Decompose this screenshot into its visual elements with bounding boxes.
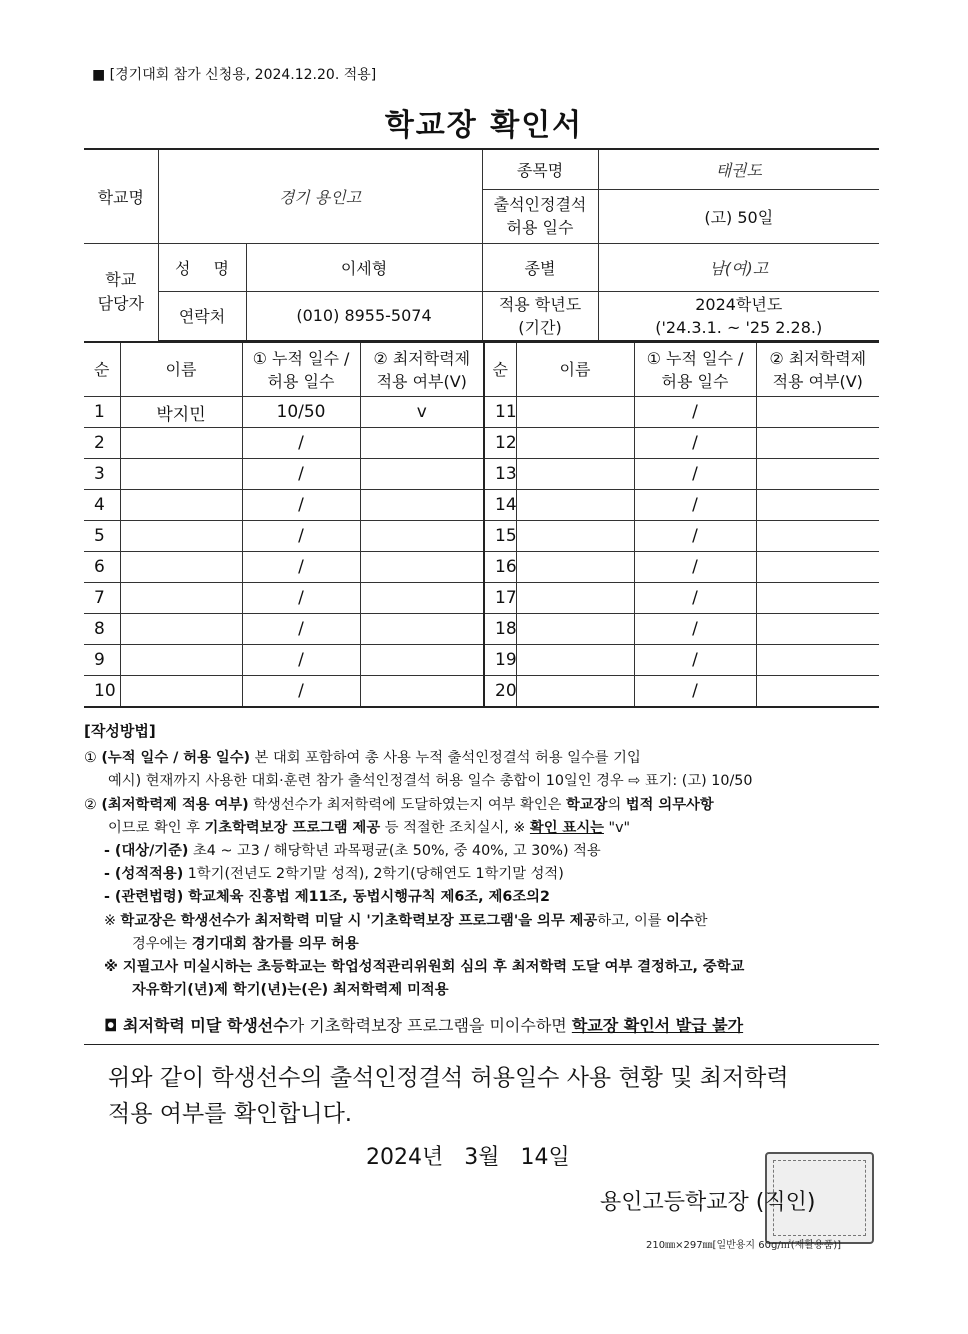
header-days-line2: 허용 일수 (267, 371, 335, 391)
roster-row (84, 459, 879, 490)
year-label-line1: 적용 학년도 (498, 294, 582, 314)
note-1-line2-b: 경기대회 참가를 의무 허용 (191, 935, 359, 952)
row-num-left: 3 (84, 459, 120, 490)
row-name-left (120, 583, 242, 614)
item-2-principal: 학교장 (566, 796, 608, 813)
row-num-right: 15 (484, 521, 516, 552)
row-num-left: 8 (84, 614, 120, 645)
row-name-left (120, 614, 242, 645)
row-name-right (516, 676, 634, 708)
roster-row (84, 552, 879, 583)
row-check-left (360, 614, 484, 645)
row-days-right: / (634, 552, 756, 583)
roster-row (84, 614, 879, 645)
row-days-right: / (634, 614, 756, 645)
school-label: 학교명 (84, 149, 158, 243)
school-value: 경기 용인고 (158, 149, 482, 243)
row-days-left: / (242, 614, 360, 645)
row-num-left: 9 (84, 645, 120, 676)
row-check-left (360, 552, 484, 583)
row-num-right: 13 (484, 459, 516, 490)
note-1-c: 하고, 이를 (597, 912, 667, 929)
row-name-right (516, 459, 634, 490)
roster-row (84, 521, 879, 552)
row-name-left (120, 676, 242, 708)
row-days-right: / (634, 676, 756, 708)
issuance-warning (104, 1013, 743, 1036)
note-2-line-2: 자유학기(년)제 학기(년)는(은) 최저학력제 미적용 (132, 982, 449, 999)
row-num-right: 12 (484, 428, 516, 459)
note-1-line-2 (84, 933, 884, 956)
row-check-left (360, 645, 484, 676)
item-2-line2-b: 등 적절한 조치실시, ※ (380, 819, 530, 836)
roster-row (84, 583, 879, 614)
student-roster-table (84, 341, 879, 708)
header-min-left (360, 342, 484, 397)
row-check-right (756, 428, 879, 459)
type-value: 남(여)고 (598, 243, 879, 291)
row-num-right: 16 (484, 552, 516, 583)
row-name-left (120, 552, 242, 583)
row-check-left (360, 521, 484, 552)
writing-instructions (84, 720, 884, 1002)
allowed-days-value: (고) 50일 (598, 189, 879, 243)
roster-row (84, 676, 879, 708)
roster-header-row (84, 342, 879, 397)
event-value: 태권도 (598, 149, 879, 189)
school-info-table (84, 148, 879, 342)
confirmation-statement (108, 1060, 888, 1132)
header-days-line1: ① 누적 일수 / (252, 348, 350, 368)
instruction-item-2 (84, 794, 884, 817)
row-name-left (120, 521, 242, 552)
row-check-right (756, 645, 879, 676)
row-name-left (120, 459, 242, 490)
row-name-right (516, 428, 634, 459)
item-2-title: (최저학력제 적용 여부) (101, 796, 249, 813)
detail-laws: - (관련법령) 학교체육 진흥법 제11조, 동법시행규칙 제6조, 제6조의2 (104, 889, 550, 906)
detail-target-label: - (대상/기준) (104, 843, 189, 860)
row-check-left (360, 490, 484, 521)
row-name-right (516, 583, 634, 614)
row-name-left (120, 428, 242, 459)
detail-grades (84, 863, 884, 886)
confirmation-line-1: 위와 같이 학생선수의 출석인정결석 허용일수 사용 현황 및 최저학력 (108, 1065, 789, 1091)
item-2-program: 기초학력보장 프로그램 제공 (204, 819, 381, 836)
row-num-left: 7 (84, 583, 120, 614)
row-num-left: 2 (84, 428, 120, 459)
note-1-b: 학교장은 학생선수가 최저학력 미달 시 '기초학력보장 프로그램'을 의무 제공 (120, 912, 598, 929)
row-name-right (516, 552, 634, 583)
row-num-left: 10 (84, 676, 120, 708)
principal-signature: 용인고등학교장 (직인) (600, 1190, 816, 1215)
year-value-line2: ('24.3.1. ~ '25 2.28.) (655, 317, 823, 337)
row-days-left: / (242, 428, 360, 459)
row-days-left: / (242, 521, 360, 552)
row-num-right: 11 (484, 397, 516, 428)
item-2-text-c: 의 (607, 796, 626, 813)
row-days-right: / (634, 645, 756, 676)
row-num-left: 1 (84, 397, 120, 428)
row-days-left: / (242, 676, 360, 708)
header-days-line2: 허용 일수 (661, 371, 729, 391)
manager-label (84, 243, 158, 341)
row-num-left: 5 (84, 521, 120, 552)
contact-label: 연락처 (158, 291, 246, 341)
row-check-left (360, 676, 484, 708)
row-num-left: 6 (84, 552, 120, 583)
note-2: ※ 지필고사 미실시하는 초등학교는 학업성적관리위원회 심의 후 최저학력 도달 여부 결정하고, 중학교 (104, 959, 745, 976)
row-num-right: 17 (484, 583, 516, 614)
item-1-example: 예시) 현재까지 사용한 대회·훈련 참가 출석인정결석 허용 일수 총합이 10일인 경우 ⇨ 표기: (고) 10/50 (108, 773, 753, 790)
row-check-left: v (360, 397, 484, 428)
row-days-left: 10/50 (242, 397, 360, 428)
name-value: 이세형 (246, 243, 482, 291)
row-num-right: 19 (484, 645, 516, 676)
row-name-left: 박지민 (120, 397, 242, 428)
header-days-right (634, 342, 756, 397)
form-header-note: ■ [경기대회 참가 신청용, 2024.12.20. 적용] (92, 67, 377, 83)
row-days-right: / (634, 397, 756, 428)
row-check-right (756, 521, 879, 552)
note-1-line2-a: 경우에는 (132, 935, 192, 952)
item-1-text: 본 대회 포함하여 총 사용 누적 출석인정결석 허용 일수를 기입 (250, 750, 641, 767)
item-2-text-a: 학생선수가 최저학력에 도달하였는지 여부 확인은 (248, 796, 566, 813)
header-min-line1: ② 최저학력제 (769, 348, 867, 368)
row-days-right: / (634, 428, 756, 459)
row-check-left (360, 428, 484, 459)
row-days-left: / (242, 459, 360, 490)
item-2-marker: ② (84, 796, 97, 813)
row-num-right: 20 (484, 676, 516, 708)
name-label: 성 명 (158, 243, 246, 291)
header-name-right: 이름 (516, 342, 634, 397)
item-2-line2-c: "v" (603, 819, 631, 836)
row-check-right (756, 552, 879, 583)
note-1-d: 이수 (666, 912, 694, 929)
allowed-days-label-line2: 허용 일수 (506, 218, 574, 237)
warning-c: 학교장 확인서 발급 불가 (571, 1016, 744, 1035)
item-1-title: (누적 일수 / 허용 일수) (101, 750, 251, 767)
document-title: 학교장 확인서 (384, 108, 584, 143)
contact-value: (010) 8955-5074 (246, 291, 482, 341)
row-days-right: / (634, 490, 756, 521)
row-check-right (756, 614, 879, 645)
row-num-left: 4 (84, 490, 120, 521)
year-label (482, 291, 598, 341)
allowed-days-label-line1: 출석인정결석 (493, 195, 587, 214)
note-1-a: ※ (104, 912, 121, 929)
detail-target (84, 840, 884, 863)
row-num-right: 18 (484, 614, 516, 645)
year-value (598, 291, 879, 341)
row-num-right: 14 (484, 490, 516, 521)
row-check-right (756, 583, 879, 614)
row-name-right (516, 614, 634, 645)
row-name-right (516, 645, 634, 676)
roster-row (84, 397, 879, 428)
header-days-line1: ① 누적 일수 / (646, 348, 744, 368)
roster-row (84, 428, 879, 459)
note-1 (84, 910, 884, 933)
row-name-right (516, 397, 634, 428)
detail-grades-label: - (성적적용) (104, 866, 184, 883)
row-name-left (120, 490, 242, 521)
header-num-left: 순 (84, 342, 120, 397)
item-2-line2-a: 이므로 확인 후 (108, 819, 205, 836)
row-check-right (756, 490, 879, 521)
item-2-mark-note: 확인 표시는 (529, 819, 604, 836)
row-name-right (516, 490, 634, 521)
signing-date: 2024년 3월 14일 (366, 1145, 570, 1170)
row-days-right: / (634, 583, 756, 614)
detail-grades-text: 1학기(전년도 2학기말 성적), 2학기(당해연도 1학기말 성적) (183, 866, 564, 883)
warning-a: ◘ 최저학력 미달 학생선수 (104, 1016, 289, 1035)
manager-label-line2: 담당자 (97, 294, 144, 313)
row-check-right (756, 397, 879, 428)
instruction-item-1 (84, 747, 884, 770)
header-min-right (756, 342, 879, 397)
row-check-right (756, 676, 879, 708)
row-days-left: / (242, 552, 360, 583)
manager-label-line1: 학교 (105, 270, 137, 289)
roster-row (84, 645, 879, 676)
instructions-heading: [작성방법] (84, 722, 156, 740)
row-days-left: / (242, 645, 360, 676)
year-label-line2: (기간) (518, 317, 562, 337)
item-2-line-2 (84, 817, 884, 840)
row-check-right (756, 459, 879, 490)
row-name-right (516, 521, 634, 552)
row-days-right: / (634, 521, 756, 552)
row-check-left (360, 583, 484, 614)
divider (84, 1044, 879, 1045)
item-2-legal-duty: 법적 의무사항 (625, 796, 714, 813)
confirmation-line-2: 적용 여부를 확인합니다. (108, 1101, 353, 1127)
type-label: 종별 (482, 243, 598, 291)
paper-spec-footer: 210㎜×297㎜[일반용지 60g/㎡(재활용품)] (646, 1240, 842, 1251)
header-min-line2: 적용 여부(V) (772, 371, 863, 391)
header-days-left (242, 342, 360, 397)
item-1-marker: ① (84, 750, 97, 767)
event-label: 종목명 (482, 149, 598, 189)
header-min-line1: ② 최저학력제 (373, 348, 471, 368)
header-min-line2: 적용 여부(V) (376, 371, 467, 391)
row-check-left (360, 459, 484, 490)
year-value-line1: 2024학년도 (695, 294, 783, 314)
roster-row (84, 490, 879, 521)
row-name-left (120, 645, 242, 676)
note-1-e: 한 (693, 912, 708, 929)
detail-target-text: 초4 ~ 고3 / 해당학년 과목평균(초 50%, 중 40%, 고 30%) 적용 (188, 843, 601, 860)
header-num-right: 순 (484, 342, 516, 397)
warning-b: 가 기초학력보장 프로그램을 미이수하면 (288, 1016, 572, 1035)
row-days-right: / (634, 459, 756, 490)
row-days-left: / (242, 490, 360, 521)
header-name-left: 이름 (120, 342, 242, 397)
row-days-left: / (242, 583, 360, 614)
allowed-days-label (482, 189, 598, 243)
